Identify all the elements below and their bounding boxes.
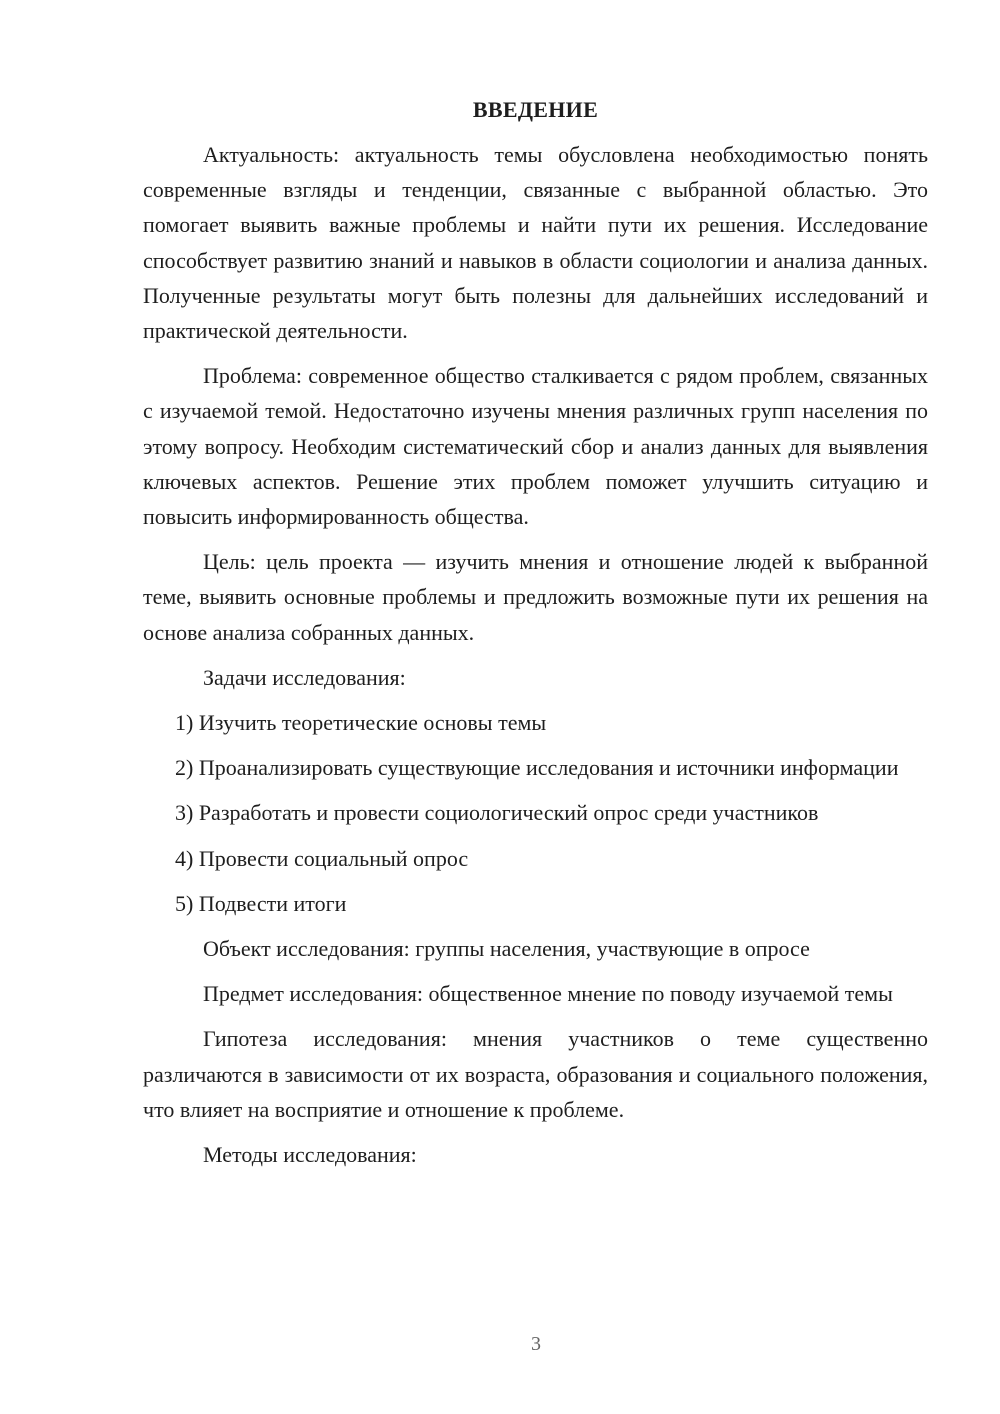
- section-title: ВВЕДЕНИЕ: [472, 97, 599, 122]
- hypothesis-paragraph: Гипотеза исследования: мнения участников о теме существенно различаются в зависимости от их возраста, образования и социального положения, что влияет на восприятие и отношение к проблеме.: [143, 1026, 928, 1122]
- page-number: 3: [531, 1333, 541, 1355]
- subject-paragraph: Предмет исследования: общественное мнение по поводу изучаемой темы: [203, 981, 893, 1007]
- page-content: [143, 92, 928, 1182]
- task-item-4: 4) Провести социальный опрос: [175, 845, 469, 871]
- task-item-2: 2) Проанализировать существующие исследования и источники информации: [175, 755, 899, 781]
- object-paragraph: Объект исследования: группы населения, участвующие в опросе: [203, 936, 810, 962]
- tasks-heading: Задачи исследования:: [203, 664, 406, 690]
- relevance-paragraph: Актуальность: актуальность темы обусловлена необходимостью понять современные взгляды и тенденции, связанные с выбранной областью. Это помогает выявить важные проблемы и найти пути их решения. Исследование способствует развитию знаний и навыков в области социологии и анализа данных. Полученные результаты могут быть полезны для дальнейших исследований и практической деятельности.: [143, 142, 928, 344]
- task-item-1: 1) Изучить теоретические основы темы: [175, 710, 547, 736]
- problem-paragraph: Проблема: современное общество сталкивается с рядом проблем, связанных с изучаемой темой. Недостаточно изучены мнения различных групп населения по этому вопросу. Необходим систематический сбор и анализ данных для выявления ключевых аспектов. Решение этих проблем поможет улучшить ситуацию и повысить информированность общества.: [143, 363, 928, 530]
- methods-heading: Методы исследования:: [203, 1142, 417, 1168]
- task-item-3: 3) Разработать и провести социологический опрос среди участников: [175, 800, 819, 826]
- task-item-5: 5) Подвести итоги: [175, 890, 347, 916]
- goal-paragraph: Цель: цель проекта — изучить мнения и отношение людей к выбранной теме, выявить основные проблемы и предложить возможные пути их решения на основе анализа собранных данных.: [143, 549, 928, 645]
